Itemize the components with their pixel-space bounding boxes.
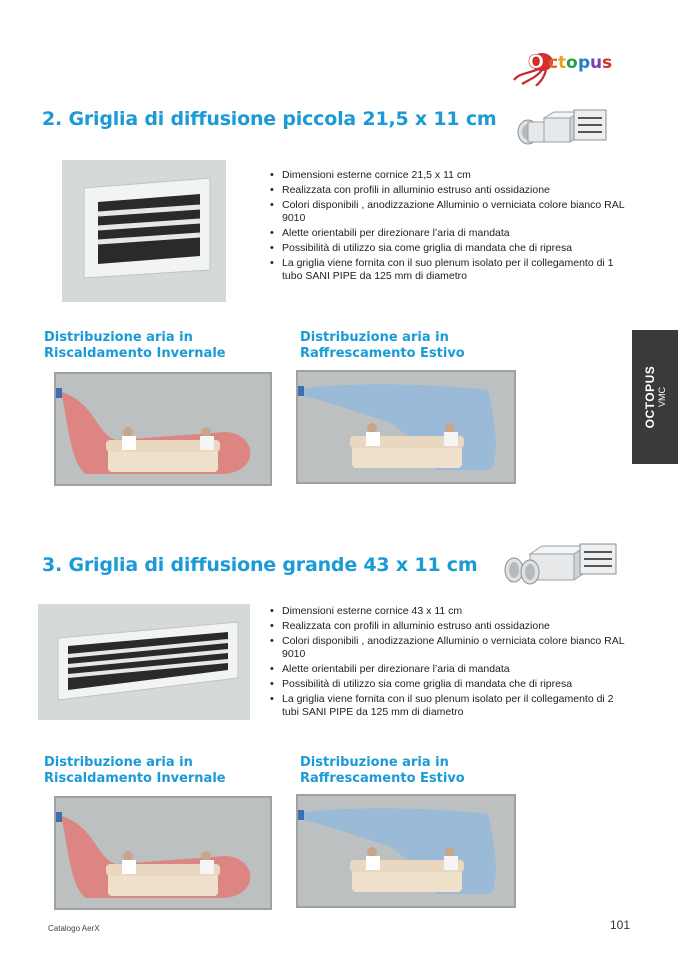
grille-photo: [62, 160, 226, 302]
section-title: 3. Griglia di diffusione grande 43 x 11 cm: [42, 554, 478, 576]
feature-item: • Alette orientabili per direzionare l’aria di mandata: [266, 663, 626, 676]
feature-list: [266, 169, 626, 285]
side-tab-brand: OCTOPUS: [643, 365, 657, 429]
svg-text:u: u: [590, 53, 603, 73]
plenum-image: [500, 542, 620, 594]
grille-photo: [38, 604, 250, 720]
feature-item: • Colori disponibili , anodizzazione Alluminio o verniciata colore bianco RAL 9010: [266, 635, 626, 661]
section-title: 2. Griglia di diffusione piccola 21,5 x 11 cm: [42, 108, 497, 130]
heating-title-line1: Distribuzione aria in: [44, 330, 193, 345]
svg-text:s: s: [602, 53, 613, 73]
heating-diagram: [54, 372, 272, 486]
feature-item: • La griglia viene fornita con il suo plenum isolato per il collegamento di 2 tubi SANI PIPE da 125 mm di diametro: [266, 693, 626, 719]
cooling-title: [300, 330, 465, 362]
feature-item: • Possibilità di utilizzo sia come griglia di mandata che di ripresa: [266, 678, 626, 691]
feature-item: • Dimensioni esterne cornice 21,5 x 11 cm: [266, 169, 626, 182]
svg-text:c: c: [548, 53, 559, 73]
heating-title: [44, 330, 226, 362]
cooling-diagram: [296, 370, 516, 484]
plenum-image: [510, 108, 610, 156]
svg-text:p: p: [578, 53, 591, 73]
feature-item: • Dimensioni esterne cornice 43 x 11 cm: [266, 605, 626, 618]
side-tab-category: VMC: [657, 387, 667, 407]
octopus-logo: [510, 46, 630, 86]
feature-item: • Realizzata con profili in alluminio estruso anti ossidazione: [266, 620, 626, 633]
page-number: 101: [610, 918, 631, 932]
feature-item: • Alette orientabili per direzionare l’aria di mandata: [266, 227, 626, 240]
cooling-title-line2: Raffrescamento Estivo: [300, 346, 465, 361]
catalog-name: Catalogo AerX: [48, 924, 100, 933]
svg-text:t: t: [558, 53, 567, 73]
side-tab: [632, 330, 678, 464]
feature-list: [266, 605, 626, 721]
feature-item: • Possibilità di utilizzo sia come griglia di mandata che di ripresa: [266, 242, 626, 255]
cooling-title-line1: Distribuzione aria in: [300, 755, 449, 770]
svg-text:o: o: [566, 53, 578, 73]
cooling-title-line2: Raffrescamento Estivo: [300, 771, 465, 786]
heating-diagram: [54, 796, 272, 910]
feature-item: • Realizzata con profili in alluminio estruso anti ossidazione: [266, 184, 626, 197]
heating-title: [44, 755, 226, 787]
heating-title-line2: Riscaldamento Invernale: [44, 771, 226, 786]
feature-item: • La griglia viene fornita con il suo plenum isolato per il collegamento di 1 tubo SANI PIPE da 125 mm di diametro: [266, 257, 626, 283]
svg-text:O: O: [528, 51, 545, 73]
heating-title-line2: Riscaldamento Invernale: [44, 346, 226, 361]
heating-title-line1: Distribuzione aria in: [44, 755, 193, 770]
cooling-title-line1: Distribuzione aria in: [300, 330, 449, 345]
feature-item: • Colori disponibili , anodizzazione Alluminio o verniciata colore bianco RAL 9010: [266, 199, 626, 225]
cooling-diagram: [296, 794, 516, 908]
cooling-title: [300, 755, 465, 787]
